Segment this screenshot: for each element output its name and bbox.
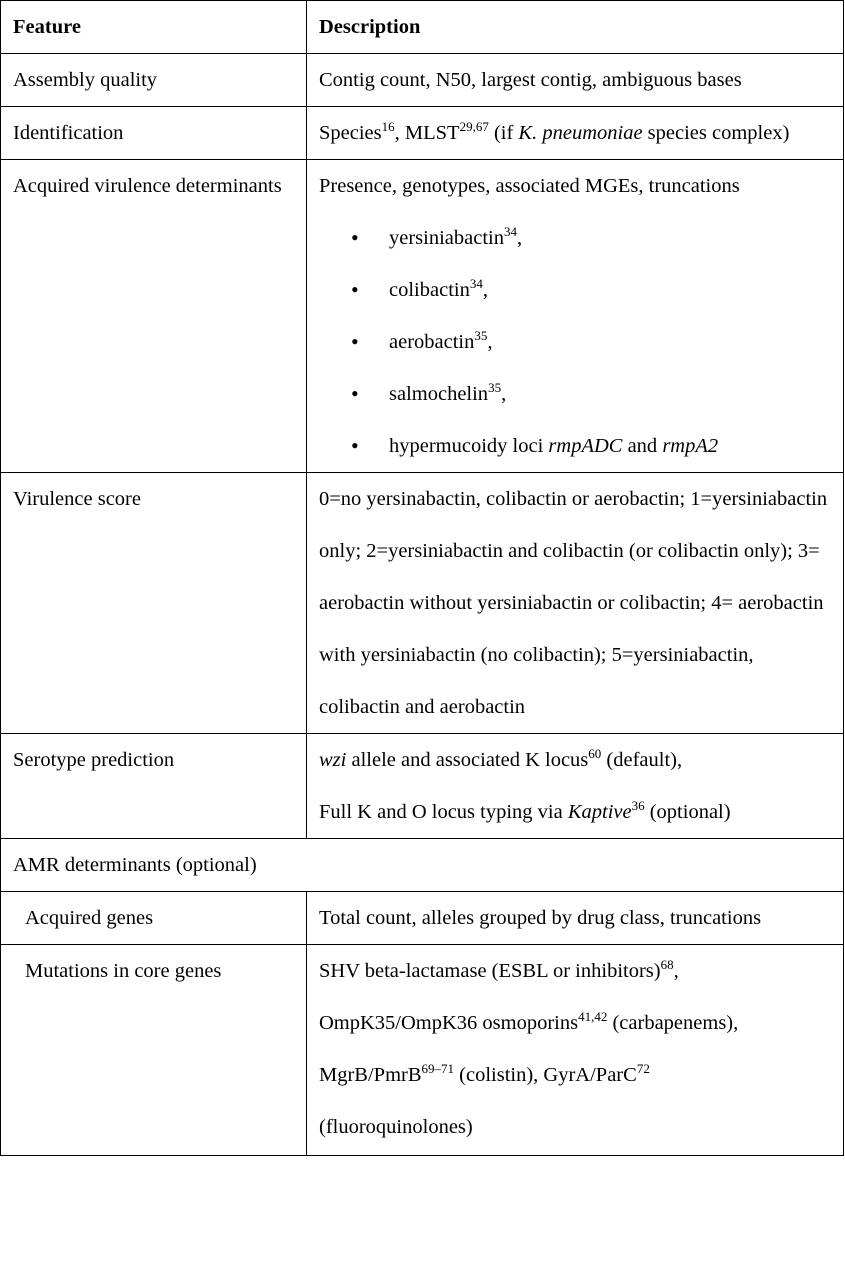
citation: 60: [588, 746, 602, 761]
tool-name: Kaptive: [567, 801, 632, 823]
citation: 16: [381, 119, 395, 134]
table-row-identification: [1, 107, 844, 160]
description-cell: [307, 160, 844, 473]
feature-cell: Identification: [1, 107, 307, 160]
table-row-mutations: [1, 945, 844, 1156]
table-row-score: [1, 473, 844, 734]
serotype-line-2: Full K and O locus typing via Kaptive$^{36}$ (optional): [319, 798, 731, 823]
feature-cell: Mutations in core genes: [1, 945, 307, 1156]
description-cell: 0=no yersinabactin, colibactin or aerobactin; 1=yersiniabactin only; 2=yersiniabactin and colibactin (or colibactin only); 3= aerobactin without yersiniabactin or colibactin; 4= aerobactin with yersiniabactin (no colibactin); 5=yersiniabactin, colibactin and aerobactin: [307, 473, 844, 734]
feature-cell: Assembly quality: [1, 54, 307, 107]
virulence-intro: Presence, genotypes, associated MGEs, truncations: [319, 175, 740, 197]
table-row-acquired-genes: [1, 892, 844, 945]
citation: 36: [631, 798, 645, 813]
species-name: K. pneumoniae: [518, 122, 643, 144]
text: Species: [319, 122, 382, 144]
citation: 68: [660, 957, 674, 972]
feature-cell: Virulence score: [1, 473, 307, 734]
list-item: • hypermucoidy loci rmpADC and rmpA2: [349, 420, 835, 472]
text: , MLST: [394, 122, 460, 144]
serotype-line-1: wzi allele and associated K locus$^{60}$ (default),: [319, 746, 683, 771]
citation: 35: [474, 328, 488, 343]
table-row-assembly: [1, 54, 844, 107]
list-item: • salmochelin$^{35}$,: [349, 368, 835, 420]
virulence-list: [319, 212, 835, 472]
citation: 72: [636, 1061, 650, 1076]
table-row-serotype: [1, 734, 844, 839]
table-row-amr-heading: [1, 839, 844, 892]
feature-cell: Acquired virulence determinants: [1, 160, 307, 473]
gene-name: rmpADC: [548, 435, 623, 457]
text: (if: [488, 122, 519, 144]
gene-name: wzi: [319, 749, 347, 771]
list-item: • yersiniabactin$^{34}$,: [349, 212, 835, 264]
description-cell: Contig count, N50, largest contig, ambiguous bases: [307, 54, 844, 107]
description-cell: [307, 734, 844, 839]
citation: 34: [503, 224, 517, 239]
text: species complex): [642, 122, 790, 144]
header-feature: Feature: [1, 1, 307, 54]
table-row-virulence: [1, 160, 844, 473]
section-heading: AMR determinants (optional): [1, 839, 844, 892]
citation: 29,67: [459, 119, 489, 134]
citation: 69–71: [421, 1061, 455, 1076]
header-row: [1, 1, 844, 54]
description-cell: [307, 107, 844, 160]
feature-cell: Serotype prediction: [1, 734, 307, 839]
feature-cell: Acquired genes: [1, 892, 307, 945]
citation: 34: [469, 276, 483, 291]
list-item: • aerobactin$^{35}$,: [349, 316, 835, 368]
description-cell: Total count, alleles grouped by drug class, truncations: [307, 892, 844, 945]
header-description: Description: [307, 1, 844, 54]
citation: 41,42: [578, 1009, 608, 1024]
citation: 35: [488, 380, 502, 395]
list-item: • colibactin$^{34}$,: [349, 264, 835, 316]
gene-name: rmpA2: [662, 435, 719, 457]
description-cell: SHV beta-lactamase (ESBL or inhibitors)$^{68}$, OmpK35/OmpK36 osmoporins$^{41,42}$ (carbapenems), MgrB/PmrB$^{69-71}$ (colistin), GyrA/ParC$^{72}$ (fluoroquinolones): [307, 945, 844, 1156]
